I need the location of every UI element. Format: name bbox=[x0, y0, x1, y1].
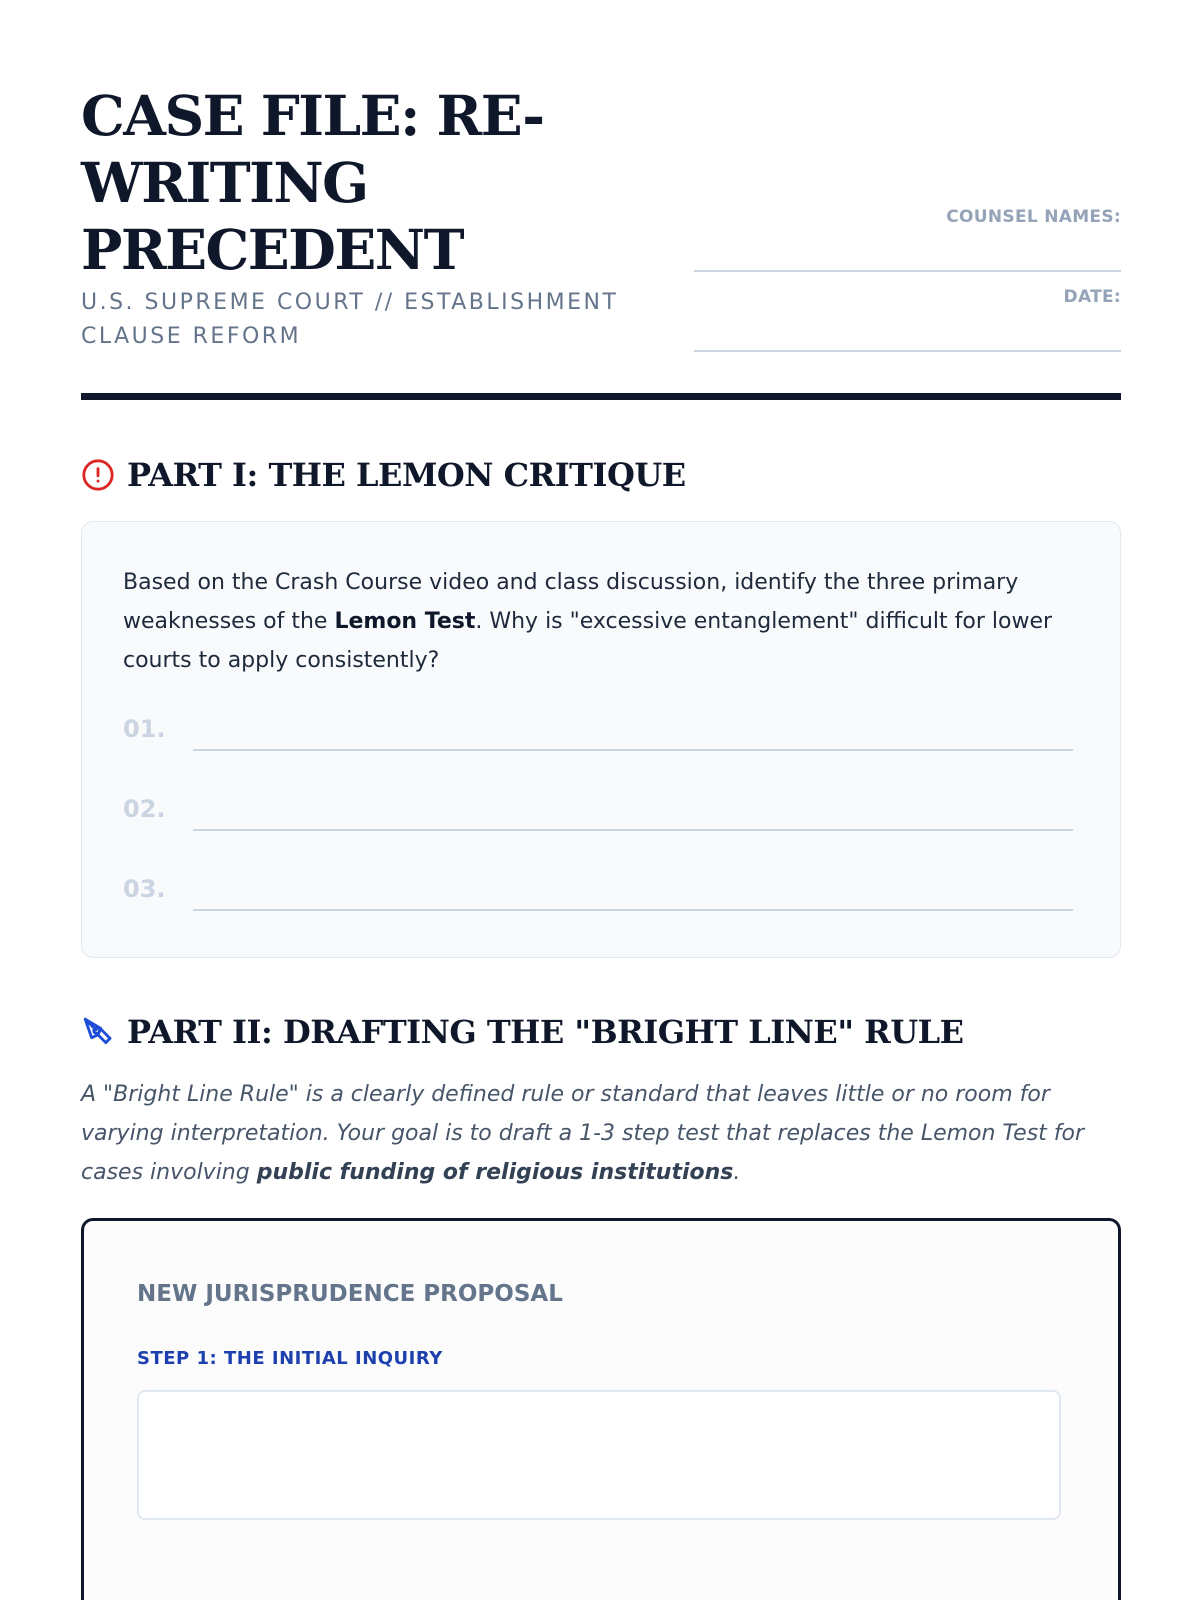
lemon-critique-card bbox=[81, 521, 1121, 958]
intro-text-start: A "Bright Line Rule" is a clearly defined rule or standard that leaves little or no room for varying interpretation. Your goal is to draft a 1-3 step test that replaces the Lemon Test for cases involving bbox=[81, 1082, 1085, 1185]
intro-text-bold: public funding of religious institutions bbox=[256, 1160, 734, 1185]
jurisprudence-proposal-box bbox=[81, 1218, 1121, 1600]
header-divider bbox=[81, 393, 1121, 400]
part-2-heading-text: PART II: DRAFTING THE "BRIGHT LINE" RULE bbox=[127, 1013, 964, 1051]
prompt-text-start: Based on the Crash Course video and class discussion, identify the three primary weaknesses of the bbox=[123, 570, 1019, 634]
prompt-text-end: . Why is "excessive entanglement" difficult for lower courts to apply consistently? bbox=[123, 609, 1053, 673]
lemon-critique-prompt bbox=[123, 563, 1073, 680]
bright-line-intro bbox=[81, 1075, 1121, 1192]
answer-rule bbox=[193, 829, 1073, 831]
step-1-label: STEP 1: THE INITIAL INQUIRY bbox=[137, 1348, 443, 1369]
answer-number: 03. bbox=[123, 875, 166, 903]
answer-rule bbox=[193, 909, 1073, 911]
answer-number: 02. bbox=[123, 795, 166, 823]
answer-line-3[interactable] bbox=[123, 875, 1073, 915]
prompt-text-bold: Lemon Test bbox=[334, 609, 476, 634]
proposal-title: NEW JURISPRUDENCE PROPOSAL bbox=[137, 1281, 563, 1307]
counsel-names-label: COUNSEL NAMES: bbox=[946, 207, 1121, 227]
answer-line-1[interactable] bbox=[123, 715, 1073, 755]
answer-line-2[interactable] bbox=[123, 795, 1073, 835]
alert-circle-icon bbox=[81, 458, 115, 492]
answer-rule bbox=[193, 749, 1073, 751]
counsel-names-field[interactable] bbox=[694, 207, 1121, 272]
pen-tool-icon bbox=[81, 1015, 115, 1049]
part-2-heading bbox=[81, 1013, 964, 1051]
worksheet-page bbox=[81, 0, 1121, 1369]
answer-number: 01. bbox=[123, 715, 166, 743]
page-subtitle: U.S. SUPREME COURT // ESTABLISHMENT CLAUSE REFORM bbox=[81, 290, 619, 349]
step-1-input[interactable] bbox=[137, 1390, 1061, 1520]
case-file-header bbox=[81, 0, 1121, 400]
date-label: DATE: bbox=[1063, 287, 1121, 307]
intro-text-end: . bbox=[733, 1160, 741, 1185]
part-1-heading-text: PART I: THE LEMON CRITIQUE bbox=[127, 456, 686, 494]
date-field[interactable] bbox=[694, 287, 1121, 352]
page-title: CASE FILE: RE-WRITING PRECEDENT bbox=[81, 83, 544, 282]
part-1-heading bbox=[81, 456, 686, 494]
